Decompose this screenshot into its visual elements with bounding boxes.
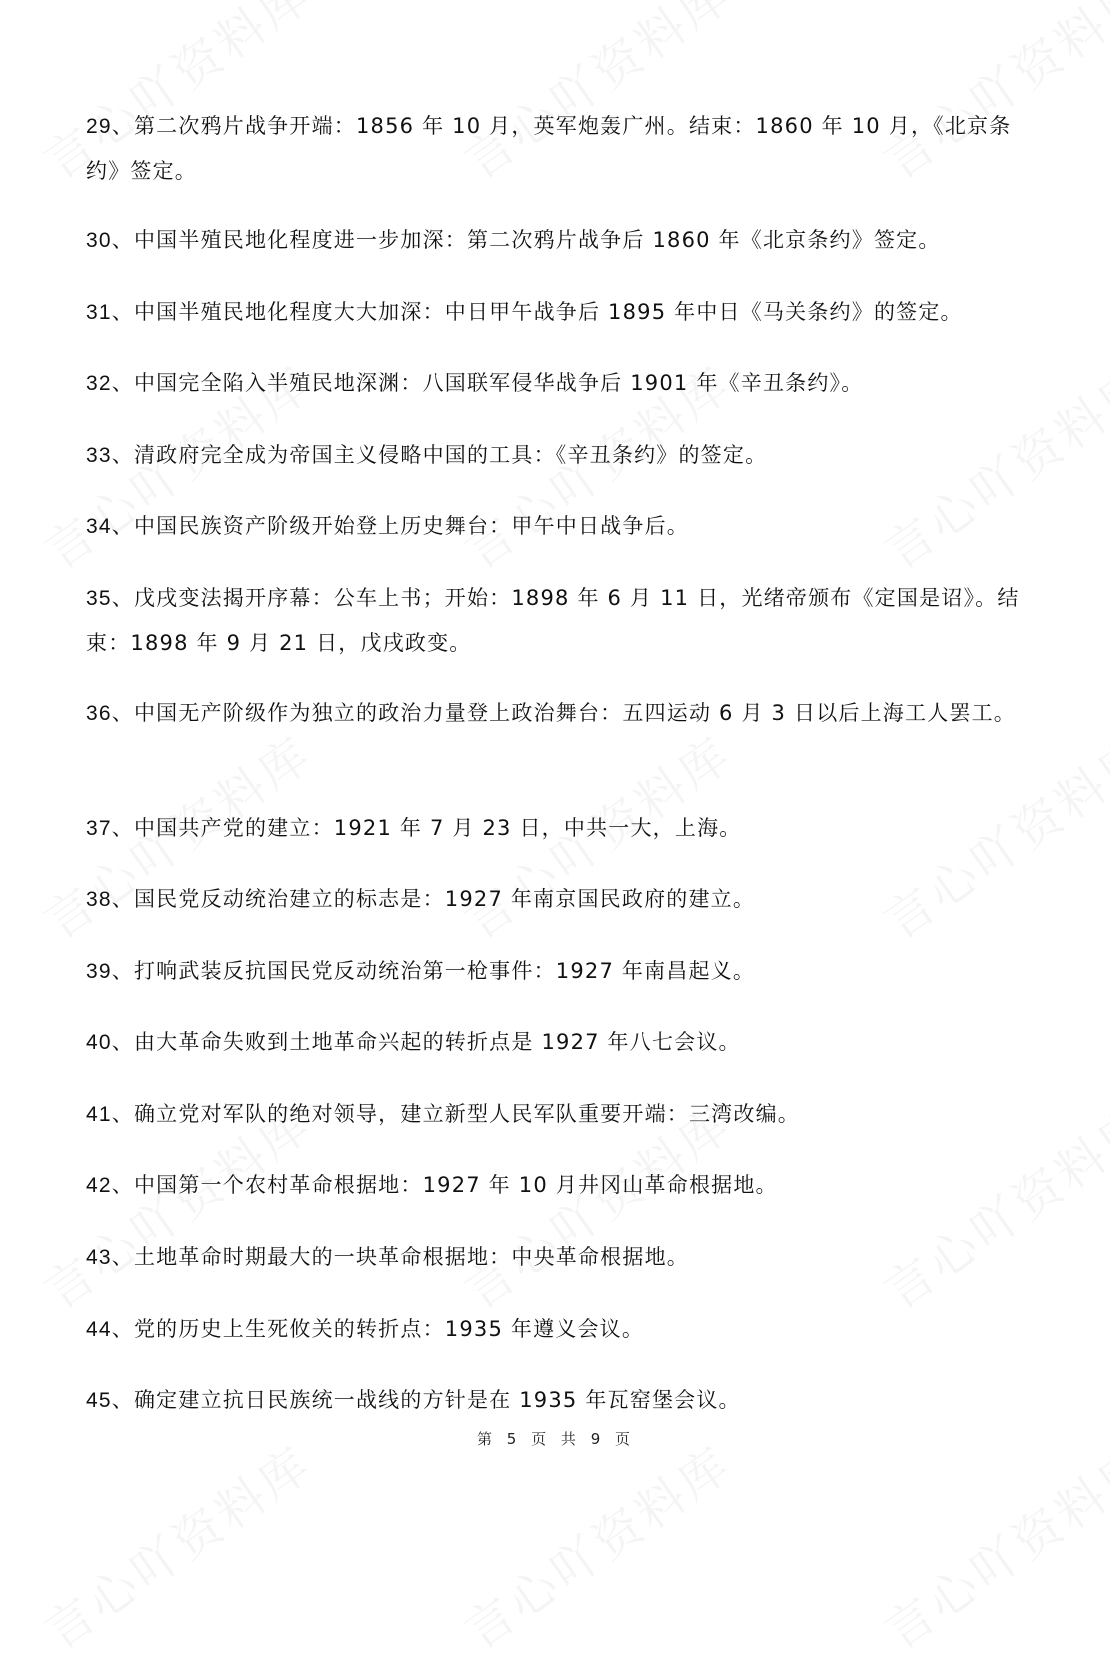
item-separator: 、 — [111, 114, 134, 138]
item-text: 确定建立抗日民族统一战线的方针是在 1935 年瓦窑堡会议。 — [133, 1388, 741, 1412]
item-separator: 、 — [111, 586, 134, 610]
footer-page-word: 页 — [531, 1430, 550, 1448]
item-text: 中国共产党的建立：1921 年 7 月 23 日，中共一大，上海。 — [133, 816, 742, 840]
item-text: 中国半殖民地化程度大大加深：中日甲午战争后 1895 年中日《马关条约》的签定。 — [133, 300, 963, 324]
list-item — [86, 290, 1026, 335]
list-item — [86, 504, 1026, 549]
item-separator: 、 — [111, 514, 134, 538]
item-number: 33 — [86, 444, 112, 467]
item-number: 32 — [86, 372, 112, 395]
item-text: 打响武装反抗国民党反动统治第一枪事件：1927 年南昌起义。 — [133, 959, 756, 983]
item-text: 由大革命失败到土地革命兴起的转折点是 1927 年八七会议。 — [133, 1030, 741, 1054]
item-text: 清政府完全成为帝国主义侵略中国的工具：《辛丑条约》的签定。 — [133, 443, 768, 467]
item-number: 42 — [86, 1174, 112, 1197]
total-pages-number: 9 — [590, 1430, 604, 1448]
item-number: 29 — [86, 115, 112, 138]
list-item — [86, 949, 1026, 994]
item-separator: 、 — [111, 228, 134, 252]
list-item — [86, 1235, 1026, 1280]
list-item — [86, 1020, 1026, 1065]
item-separator: 、 — [111, 701, 134, 725]
list-item — [86, 1307, 1026, 1352]
item-separator: 、 — [111, 887, 134, 911]
list-item — [86, 1163, 1026, 1208]
list-item — [86, 1378, 1026, 1423]
list-item — [86, 877, 1026, 922]
item-text: 中国完全陷入半殖民地深渊：八国联军侵华战争后 1901 年《辛丑条约》。 — [133, 371, 864, 395]
watermark — [868, 1427, 1110, 1662]
watermark — [448, 1427, 743, 1662]
list-item — [86, 1092, 1026, 1137]
item-separator: 、 — [111, 959, 134, 983]
item-text: 土地革命时期最大的一块革命根据地：中央革命根据地。 — [133, 1245, 689, 1269]
item-text: 确立党对军队的绝对领导，建立新型人民军队重要开端：三湾改编。 — [133, 1102, 800, 1126]
item-number: 37 — [86, 817, 112, 840]
item-number: 44 — [86, 1318, 112, 1341]
footer-total-prefix: 共 — [560, 1430, 579, 1448]
current-page-number: 5 — [506, 1430, 520, 1448]
item-separator: 、 — [111, 1317, 134, 1341]
item-number: 38 — [86, 888, 112, 911]
item-text: 戊戌变法揭开序幕：公车上书；开始：1898 年 6 月 11 日，光绪帝颁布《定国是诏》。结束：1898 年 9 月 21 日，戊戌政变。 — [86, 586, 1020, 655]
item-text: 中国第一个农村革命根据地：1927 年 10 月井冈山革命根据地。 — [133, 1173, 778, 1197]
item-separator: 、 — [111, 816, 134, 840]
list-item — [86, 576, 1026, 665]
page-footer — [0, 1428, 1110, 1449]
item-text: 中国无产阶级作为独立的政治力量登上政治舞台：五四运动 6 月 3 日以后上海工人罢工。 — [133, 701, 1016, 725]
item-number: 40 — [86, 1031, 112, 1054]
item-text: 国民党反动统治建立的标志是：1927 年南京国民政府的建立。 — [133, 887, 756, 911]
footer-prefix: 第 — [476, 1430, 495, 1448]
item-number: 45 — [86, 1389, 112, 1412]
item-separator: 、 — [111, 1102, 134, 1126]
item-text: 第二次鸦片战争开端：1856 年 10 月，英军炮轰广州。结束：1860 年 10 月，《北京条约》签定。 — [86, 114, 1012, 183]
item-separator: 、 — [111, 300, 134, 324]
item-separator: 、 — [111, 1388, 134, 1412]
list-item — [86, 806, 1026, 851]
item-separator: 、 — [111, 1030, 134, 1054]
item-separator: 、 — [111, 1245, 134, 1269]
item-separator: 、 — [111, 1173, 134, 1197]
item-separator: 、 — [111, 371, 134, 395]
item-text: 中国半殖民地化程度进一步加深：第二次鸦片战争后 1860 年《北京条约》签定。 — [133, 228, 941, 252]
footer-suffix: 页 — [615, 1430, 634, 1448]
watermark — [28, 1427, 323, 1662]
item-number: 34 — [86, 515, 112, 538]
list-item — [86, 361, 1026, 406]
list-item — [86, 218, 1026, 263]
item-separator: 、 — [111, 443, 134, 467]
item-number: 43 — [86, 1246, 112, 1269]
item-text: 中国民族资产阶级开始登上历史舞台：甲午中日战争后。 — [133, 514, 689, 538]
item-text: 党的历史上生死攸关的转折点：1935 年遵义会议。 — [133, 1317, 645, 1341]
list-item — [86, 691, 1026, 736]
item-number: 36 — [86, 702, 112, 725]
list-item — [86, 104, 1026, 193]
item-number: 39 — [86, 960, 112, 983]
item-number: 31 — [86, 301, 112, 324]
item-number: 41 — [86, 1103, 112, 1126]
item-number: 30 — [86, 229, 112, 252]
item-number: 35 — [86, 587, 112, 610]
list-item — [86, 433, 1026, 478]
